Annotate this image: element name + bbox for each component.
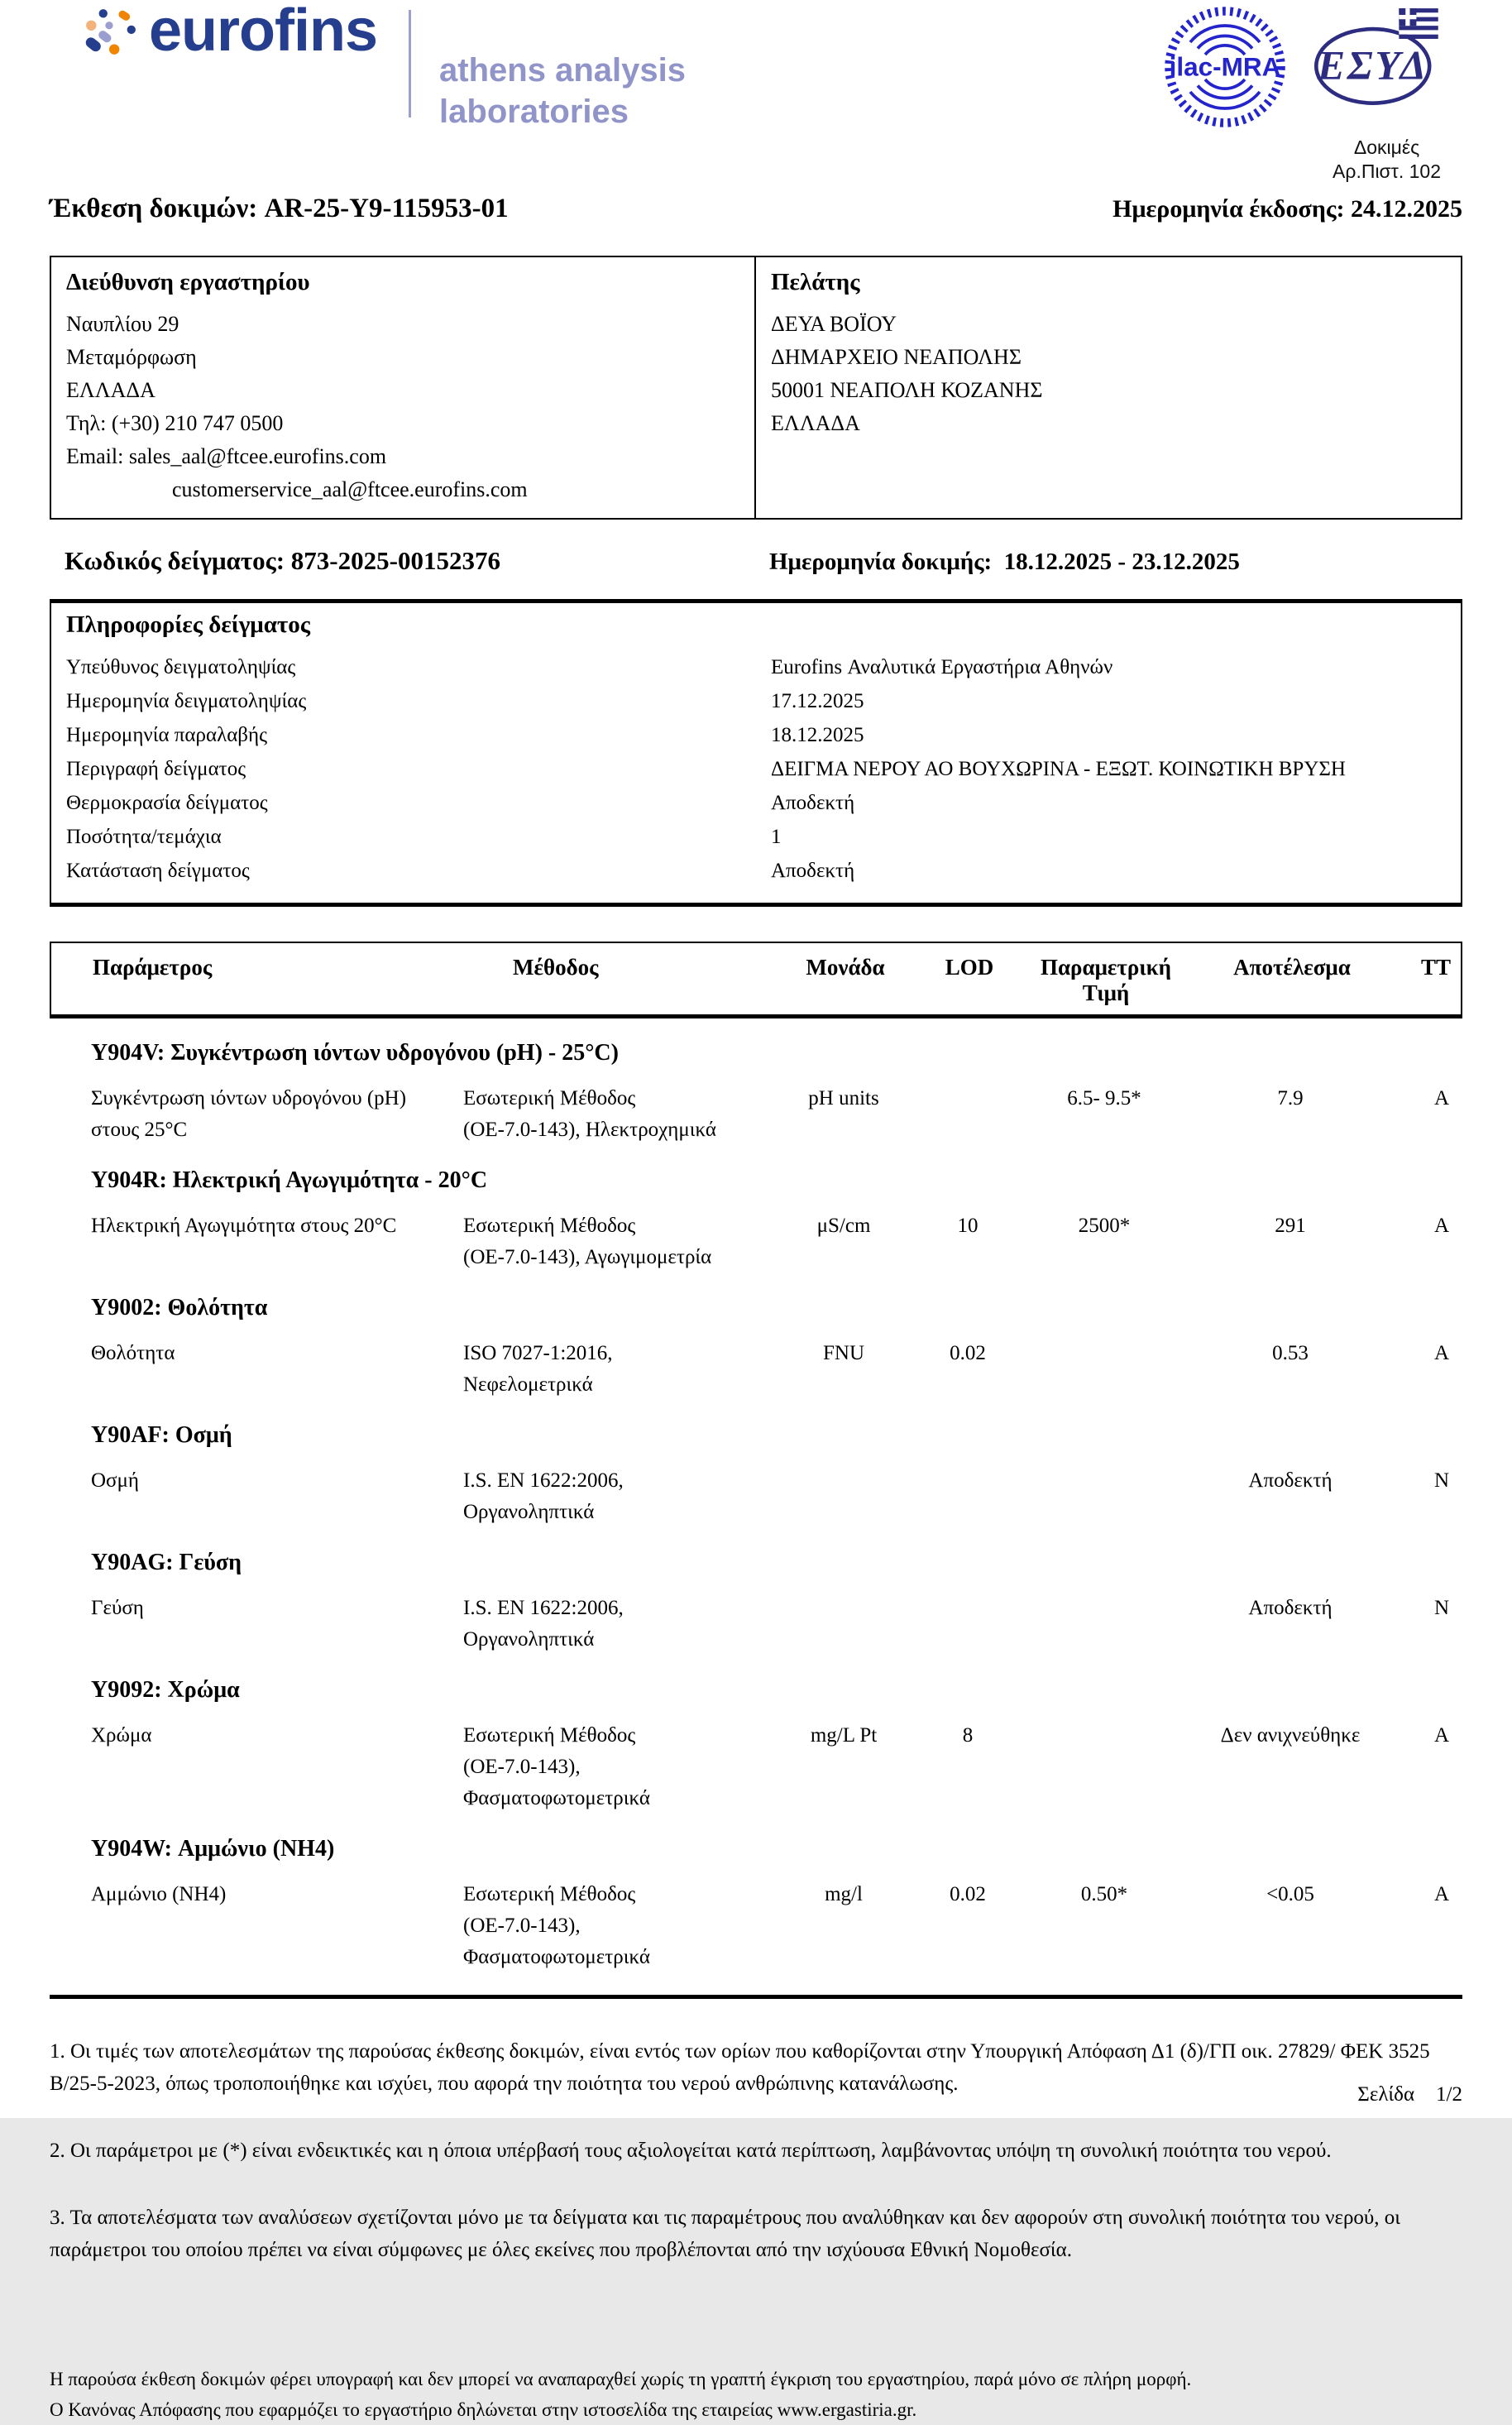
row-lod: 8 [962,1724,974,1747]
info-label: Ημερομηνία παραλαβής [66,724,267,746]
row-tt: A [1433,1342,1449,1364]
row-result: <0.05 [1266,1883,1314,1905]
group-title: Y90AF: Οσμή [91,1422,232,1448]
row-tt: N [1433,1597,1449,1619]
table-row [50,1879,1462,1973]
row-parametric-value [1017,1720,1191,1814]
client-cell [756,257,1461,518]
row-lod [918,1083,1017,1146]
group-title: Y9002: Θολότητα [91,1295,268,1320]
info-value: Αποδεκτή [771,792,855,814]
header [0,0,1512,182]
notes [50,2035,1462,2266]
row-method-line: (ΟΕ-7.0-143), [463,1915,581,1937]
lab-email: Email: sales_aal@ftcee.eurofins.com [66,444,387,468]
col-header-lod: LOD [945,955,994,980]
brand-name: eurofins [149,0,378,64]
results-table [50,942,1462,1999]
row-result: 291 [1275,1215,1306,1237]
row-parametric-value [1017,1593,1191,1656]
client-country: ΕΛΛΑΔΑ [771,411,860,435]
accreditation-block [1163,5,1443,184]
table-row [50,1593,1462,1656]
row-method-line: ISO 7027-1:2016, [463,1342,613,1364]
info-label: Ημερομηνία δειγματοληψίας [66,690,307,712]
sample-info-row [66,650,1446,684]
sample-info-box [50,599,1462,907]
eurofins-logo-icon [83,7,137,58]
sample-info-row [66,854,1446,888]
sample-info-heading: Πληροφορίες δείγματος [66,611,310,638]
page-number-label: Σελίδα [1357,2083,1415,2106]
address-box [50,256,1462,520]
row-method-line: (ΟΕ-7.0-143), Αγωγιμομετρία [463,1246,712,1268]
svg-text:ilac-MRA: ilac-MRA [1169,51,1281,82]
info-value: ΔΕΙΓΜΑ ΝΕΡΟΥ ΑΟ ΒΟΥΧΩΡΙΝΑ - ΕΞΩΤ. ΚΟΙΝΩΤΙΚΗ ΒΡΥΣΗ [771,758,1346,780]
lab-address-line: Μεταμόρφωση [66,345,197,369]
client-heading: Πελάτης [771,269,860,295]
row-method-line: Οργανοληπτικά [463,1501,595,1523]
certificate-line1: Δοκιμές [1353,137,1420,158]
col-header-method: Μέθοδος [513,955,599,980]
row-tt: A [1433,1883,1449,1905]
sample-code-value: 873-2025-00152376 [290,546,500,575]
row-result: 0.53 [1272,1342,1309,1364]
row-result: Αποδεκτή [1248,1469,1333,1492]
sample-code [50,546,769,576]
lab-address-line: ΕΛΛΑΔΑ [66,378,156,402]
row-result: Δεν ανιχνεύθηκε [1220,1724,1361,1747]
info-value: Αποδεκτή [771,860,855,882]
col-header-parametric-line2: Τιμή [1082,980,1130,1005]
issue-date [1112,195,1462,223]
row-method-line: Εσωτερική Μέθοδος [463,1883,636,1905]
row-method [463,1465,769,1528]
title-row [50,194,1462,224]
row-method [463,1083,769,1146]
sample-info-row [66,718,1446,752]
footer-line1: Η παρούσα έκθεση δοκιμών φέρει υπογραφή και δεν μπορεί να αναπαραχθεί χωρίς τη γραπτή έγκριση του εργαστηρίου, παρά μόνο σε πλήρη μορφή. [50,2369,1192,2389]
eurofins-brand [83,0,686,132]
table-row [50,1720,1462,1814]
lab-address-line: Ναυπλίου 29 [66,312,179,336]
row-parameter: Οσμή [91,1469,140,1492]
test-date-label: Ημερομηνία δοκιμής: [769,549,993,575]
row-parameter: Χρώμα [91,1724,152,1747]
report-title-label: Έκθεση δοκιμών: [50,194,258,223]
row-method-line: Φασματοφωτομετρικά [463,1787,650,1809]
col-header-unit: Μονάδα [806,955,885,980]
row-unit: μS/cm [816,1215,871,1237]
info-value: Eurofins Αναλυτικά Εργαστήρια Αθηνών [771,656,1113,678]
client-address-line: ΔΗΜΑΡΧΕΙΟ ΝΕΑΠΟΛΗΣ [771,345,1022,369]
row-method [463,1338,769,1401]
brand-subtitle-line1: athens analysis [439,52,686,89]
accreditation-logos [1163,5,1443,129]
row-tt: A [1433,1724,1449,1747]
row-parameter: Αμμώνιο (NH4) [91,1883,227,1905]
info-label: Υπεύθυνος δειγματοληψίας [66,656,296,678]
report-title [50,194,509,224]
row-method-line: Εσωτερική Μέθοδος [463,1215,636,1237]
row-method-line: Οργανοληπτικά [463,1628,595,1651]
row-method-line: Νεφελομετρικά [463,1373,593,1396]
table-bottom-rule [50,1995,1462,1999]
footer-line2: Ο Κανόνας Απόφασης που εφαρμόζει το εργαστήριο δηλώνεται στην ιστοσελίδα της εταιρείας www.ergastiria.gr. [50,2399,917,2420]
lab-email-secondary: customerservice_aal@ftcee.eurofins.com [172,477,528,501]
row-parameter: Συγκέντρωση ιόντων υδρογόνου (pH) στους 25°C [91,1087,407,1141]
info-value: 18.12.2025 [771,724,864,746]
group-title: Y90AG: Γεύση [91,1550,242,1575]
col-header-parametric-line1: Παραμετρική [1040,955,1172,980]
col-header-parameter: Παράμετρος [93,955,213,980]
ilac-mra-icon [1163,5,1287,129]
row-unit: mg/l [825,1883,863,1905]
row-method-line: (ΟΕ-7.0-143), Ηλεκτροχημικά [463,1119,716,1141]
certificate-line2: Αρ.Πιστ. 102 [1333,161,1441,182]
certificate-number [1333,136,1441,184]
row-unit: mg/L Pt [810,1724,878,1747]
row-lod [918,1593,1017,1656]
page-number [1357,2083,1462,2106]
row-method [463,1720,769,1814]
esyd-text: ΕΣΥΔ [1317,41,1428,89]
sample-info-row [66,820,1446,854]
results-table-header [50,942,1462,1018]
row-parametric-value: 6.5- 9.5* [1067,1087,1141,1109]
footer [50,2364,1462,2425]
info-label: Ποσότητα/τεμάχια [66,826,222,848]
col-header-tt: TT [1420,955,1451,980]
row-method-line: I.S. EN 1622:2006, [463,1597,624,1619]
brand-subtitle [439,7,686,132]
sample-info-row [66,684,1446,718]
table-row [50,1338,1462,1401]
row-tt: N [1433,1469,1449,1492]
issue-date-value: 24.12.2025 [1351,195,1462,223]
greek-flag [1399,8,1438,39]
row-parameter: Γεύση [91,1597,144,1619]
test-date-value: 18.12.2025 - 23.12.2025 [1003,549,1240,575]
client-address-line: 50001 ΝΕΑΠΟΛΗ ΚΟΖΑΝΗΣ [771,378,1043,402]
row-parametric-value: 0.50* [1080,1883,1128,1905]
row-method [463,1210,769,1273]
brand-divider [409,10,411,117]
esyd-icon [1312,5,1443,111]
client-name: ΔΕΥΑ ΒΟΪΟΥ [771,312,897,336]
row-tt: A [1433,1215,1449,1237]
row-lod [918,1465,1017,1528]
group-title: Y9092: Χρώμα [91,1677,240,1703]
note-2: 2. Οι παράμετροι με (*) είναι ενδεικτικές και η όποια υπέρβασή τους αξιολογείται κατά περίπτωση, λαμβάνοντας υπόψη τη συνολική ποιότητα του νερού. [50,2140,1332,2162]
row-method-line: Εσωτερική Μέθοδος [463,1087,636,1109]
col-header-result: Αποτέλεσμα [1233,955,1351,980]
row-lod: 0.02 [950,1342,986,1364]
lab-address-cell [51,257,756,518]
row-method-line: Εσωτερική Μέθοδος [463,1724,636,1747]
info-value: 17.12.2025 [771,690,864,712]
test-date [769,549,1240,576]
issue-date-label: Ημερομηνία έκδοσης: [1112,195,1345,223]
note-1: 1. Οι τιμές των αποτελεσμάτων της παρούσας έκθεσης δοκιμών, είναι εντός των ορίων που καθορίζονται στην Υπουργική Απόφαση Δ1 (δ)/ΓΠ οικ. 27829/ ΦΕΚ 3525 Β/25-5-2023, όπως τροποποιήθηκε και ισχύει, που αφορά την ποιότητα του νερού ανθρώπινης κατανάλωσης. [50,2040,1430,2095]
row-method-line: (ΟΕ-7.0-143), [463,1756,581,1778]
row-result: Αποδεκτή [1248,1597,1333,1619]
sample-info-row [66,752,1446,786]
row-parametric-value [1017,1338,1191,1401]
row-method [463,1593,769,1656]
info-label: Θερμοκρασία δείγματος [66,792,268,814]
group-title: Y904R: Ηλεκτρική Αγωγιμότητα - 20°C [91,1167,488,1193]
lab-address-heading: Διεύθυνση εργαστηρίου [66,269,310,295]
note-3: 3. Τα αποτελέσματα των αναλύσεων σχετίζονται μόνο με τα δείγματα και τις παραμέτρους που αναλύθηκαν και δεν αφορούν στη συνολική ποιότητα του νερού, οι παράμετροι του οποίου πρέπει να είναι σύμφωνες με όλες εκείνες που προβλέπονται από την ισχύουσα Εθνική Νομοθεσία. [50,2207,1401,2261]
row-parametric-value [1017,1465,1191,1528]
table-row [50,1465,1462,1528]
group-title: Y904V: Συγκέντρωση ιόντων υδρογόνου (pH) - 25°C) [91,1040,619,1066]
row-method-line: I.S. EN 1622:2006, [463,1469,624,1492]
row-tt: A [1433,1087,1449,1109]
info-value: 1 [771,826,782,848]
row-unit [769,1465,918,1528]
col-header-parametric [1019,955,1193,1006]
info-label: Περιγραφή δείγματος [66,758,246,780]
row-method-line: Φασματοφωτομετρικά [463,1946,650,1968]
sample-code-label: Κωδικός δείγματος: [65,546,285,575]
row-result: 7.9 [1277,1087,1304,1109]
row-unit: pH units [808,1087,879,1109]
sample-code-row [50,546,1462,576]
table-row [50,1083,1462,1146]
table-row [50,1210,1462,1273]
brand-subtitle-line2: laboratories [439,93,629,130]
row-parametric-value: 2500* [1078,1215,1131,1237]
row-parameter: Θολότητα [91,1342,175,1364]
row-lod: 10 [957,1215,978,1237]
report-number: AR-25-Y9-115953-01 [264,194,509,223]
row-lod: 0.02 [950,1883,986,1905]
lab-phone: Τηλ: (+30) 210 747 0500 [66,411,284,435]
row-unit [769,1593,918,1656]
group-title: Y904W: Αμμώνιο (NH4) [91,1836,335,1862]
row-method [463,1879,769,1973]
page-number-value: 1/2 [1436,2083,1462,2106]
sample-info-row [66,786,1446,820]
row-unit: FNU [822,1342,864,1364]
row-parameter: Ηλεκτρική Αγωγιμότητα στους 20°C [91,1215,397,1237]
info-label: Κατάσταση δείγματος [66,860,250,882]
